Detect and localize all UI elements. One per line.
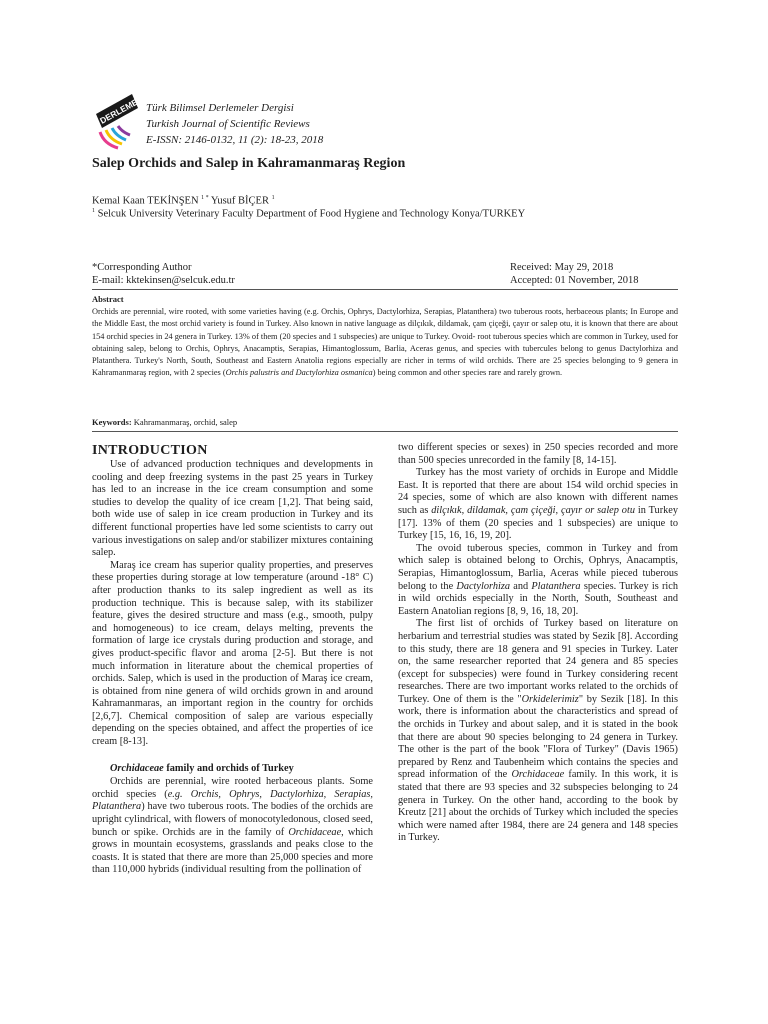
author-2-sup: 1 bbox=[271, 195, 275, 201]
keywords bbox=[92, 417, 237, 427]
author-1-sup: 1 * bbox=[201, 195, 209, 201]
journal-info bbox=[146, 100, 323, 148]
p3-part-b: ) have two tuberous roots. The bodies of the orchids are upright cylindrical, with flowers of monocotyledonous, closed seed, bunch or spike. Orchids are in the family of bbox=[92, 801, 373, 838]
paragraph-r1: two different species or sexes) in 250 species recorded and more than 500 species unrecorded in the family [8, 14-15]. bbox=[398, 442, 678, 466]
abstract-main: Orchids are perennial, wire rooted, with some varieties having (e.g. Orchis, Ophrys, Dactylorhiza, Serapias, Platanthera) two tuberous roots, herbaceous plants; In Europe and the Middle East, the most orchid variety is found in Turkey. Also known in native language as dilçıkık, dildamak, çam çiçeği, çayır or salep otu, it is known that there are about 154 orchid species in 24 genera in Turkey. 13% of them (20 species and 1 subspecies) are unique to Turkey. Ovoid- root tuberous species which are common in Turkey, used for obtaining salep, belong to Orchis, Ophrys, Anacamptis, Serapias, Himantoglossum, Barlia, Aceras genus, and species with tubercules belong to genus Dactylorhiza and Platanthera. Turkey's North, South, Southeast and Eastern Anatolia regions especially are richer in terms of wild orchids. There are 25 species belonging to 9 genera in Kahramanmaraş region, with 2 species ( bbox=[92, 307, 678, 378]
intro-heading: INTRODUCTION bbox=[92, 443, 208, 458]
r3-italic-1: Dactylorhiza bbox=[456, 580, 510, 592]
paragraph-3 bbox=[92, 776, 373, 877]
affiliation-sup: 1 bbox=[92, 208, 95, 214]
journal-logo bbox=[90, 92, 142, 152]
right-column bbox=[398, 442, 678, 845]
r3-part-c: species. Turkey is rich in wild orchids especially in the North, South, Southeast and Eastern Anatolian regions [8, 9, 16, 18, 20]. bbox=[398, 580, 679, 617]
abstract-end: ) being common and other species rare and rarely grown. bbox=[372, 368, 563, 378]
affiliation-text: Selcuk University Veterinary Faculty Department of Food Hygiene and Technology Konya/TURKEY bbox=[97, 208, 526, 220]
r4-italic-2: Orchidaceae bbox=[511, 769, 565, 781]
paragraph-r2 bbox=[398, 467, 678, 543]
r4-part-b: " by Sezik [18]. In this work, there is information about the characteristics and spread of the orchids in Turkey and about salep, and it is stated in the book that there are about 90 species belonging to 24 genera in Turkey. The other is the part of the book "Flora of Turkey" (Davis 1965) prepared by Renz and Taubenheim which contains the species and spread information of the bbox=[398, 693, 678, 781]
journal-name-en: Turkish Journal of Scientific Reviews bbox=[146, 118, 310, 130]
subheading-italic: Orchidaceae bbox=[110, 762, 164, 774]
divider-top bbox=[92, 289, 678, 290]
paper-title: Salep Orchids and Salep in Kahramanmaraş Region bbox=[92, 156, 406, 171]
article-dates bbox=[510, 261, 638, 287]
author-2: Yusuf BİÇER bbox=[210, 195, 269, 207]
corresponding-email: E-mail: kktekinsen@selcuk.edu.tr bbox=[92, 275, 235, 286]
divider-bottom bbox=[92, 431, 678, 432]
r3-part-a: The ovoid tuberous species, common in Turkey and from which salep is obtained belong to Orchis, Ophrys, Anacamptis, Serapias, Himantoglossum, Barlia, Aceras while pieced tuberous belong to the bbox=[398, 542, 678, 592]
r4-part-c: family. In this work, it is stated that there are 93 species and 32 subspecies belonging to 24 genera in Turkey. On the other hand, according to the book by Kreutz [21] about the orchids of Turkey which included the species which were named after 1984, there are 24 genera and 148 species in Turkey. bbox=[398, 769, 678, 844]
logo-text: DERLEME bbox=[98, 96, 140, 126]
abstract-species: Orchis palustris and Dactylorhiza osmanica bbox=[225, 368, 373, 378]
journal-issn: E-ISSN: 2146-0132, 11 (2): 18-23, 2018 bbox=[146, 134, 324, 146]
r2-italic: dilçıkık, dildamak, çam çiçeği, çayır or salep otu bbox=[431, 504, 635, 516]
p3-part-a: Orchids are perennial, wire rooted herbaceous plants. Some orchid species ( bbox=[92, 776, 373, 800]
p3-italic-2: Orchidaceae bbox=[288, 826, 342, 838]
abstract-text bbox=[92, 306, 678, 380]
left-column bbox=[92, 442, 373, 877]
p3-part-c: , which grows in mountain ecosystems, grasslands and peaks close to the coasts. It is stated that there are more than 25,000 species and more than 110,000 hybrids (individual resulting from the pollination of bbox=[92, 826, 373, 876]
received-date: Received: May 29, 2018 bbox=[510, 262, 614, 273]
keywords-text: Kahramanmaraş, orchid, salep bbox=[133, 417, 238, 427]
r3-italic-2: Platanthera bbox=[531, 580, 581, 592]
r3-part-b: and bbox=[510, 580, 532, 592]
subheading-rest: family and orchids of Turkey bbox=[163, 762, 294, 774]
corresponding-label: *Corresponding Author bbox=[92, 262, 192, 273]
subheading-orchidaceae bbox=[92, 763, 373, 776]
correspondence bbox=[92, 261, 235, 287]
r2-part-b: in Turkey [17]. 13% of them (20 species and 1 subspecies) are unique to Turkey [15, 16, 16, 19, 20]. bbox=[398, 504, 678, 542]
affiliation bbox=[92, 205, 525, 221]
r4-italic-1: Orkidelerimiz bbox=[521, 693, 579, 705]
r4-part-a: The first list of orchids of Turkey based on literature on herbarium and terrestrial studies was stated by Sezik [8]. According to this study, there are 18 genera and 91 species in Turkey. Later on, the same researcher reported that 24 genera and 85 species (except for subspecies) were found in Turkey considering recent researches. There are two important works related to the orchids of Turkey. One of them is the " bbox=[398, 618, 678, 705]
paragraph-1: Use of advanced production techniques and developments in cooling and deep freezing systems in the past 25 years in Turkey has led to an increase in the ice cream consumption and some studies to develop the quality of ice cream [1,2]. That being said, both wide use of salep in ice cream production in Turkey and its different functional properties have led some scientists to carry out various investigations on salep and/or stabilizer mixtures containing salep. bbox=[92, 459, 373, 559]
accepted-date: Accepted: 01 November, 2018 bbox=[510, 275, 639, 286]
paragraph-r4 bbox=[398, 618, 678, 845]
author-1: Kemal Kaan TEKİNŞEN bbox=[92, 195, 199, 207]
journal-name-tr: Türk Bilimsel Derlemeler Dergisi bbox=[146, 102, 294, 114]
paragraph-r3 bbox=[398, 543, 678, 619]
keywords-label: Keywords: bbox=[92, 417, 132, 427]
p3-italic-1: e.g. Orchis, Ophrys, Dactylorhiza, Serapias, Platanthera bbox=[92, 788, 373, 813]
abstract-heading: Abstract bbox=[92, 294, 124, 304]
paragraph-2: Maraş ice cream has superior quality properties, and preserves these properties during storage at low temperature (around -18° C) after production thanks to its salep ingredient as well as its production technique. This is because salep, with its stabilizer feature, gives the desired structure and mass (e.g., smooth, pulpy and homogeneous) to ice cream, delays melting, prevents the formation of large ice crystals during production and storage, and gives product-specific flavor and aroma [2-5]. But there is not much information in literature about the chemical properties of orchids. Salep, which is used in the production of Maraş ice cream, is obtained from nine genera of wild orchids grown in and around Kahramanmaras, an important region in the country for orchids [2,6,7]. Chemical composition of salep are various especially depending on the species obtained, and affect the properties of ice cream [8-13]. bbox=[92, 559, 373, 748]
r2-part-a: Turkey has the most variety of orchids in Europe and Middle East. It is reported that there are about 154 wild orchid species in 24 species, some of which are also known with different names such as bbox=[398, 467, 678, 516]
